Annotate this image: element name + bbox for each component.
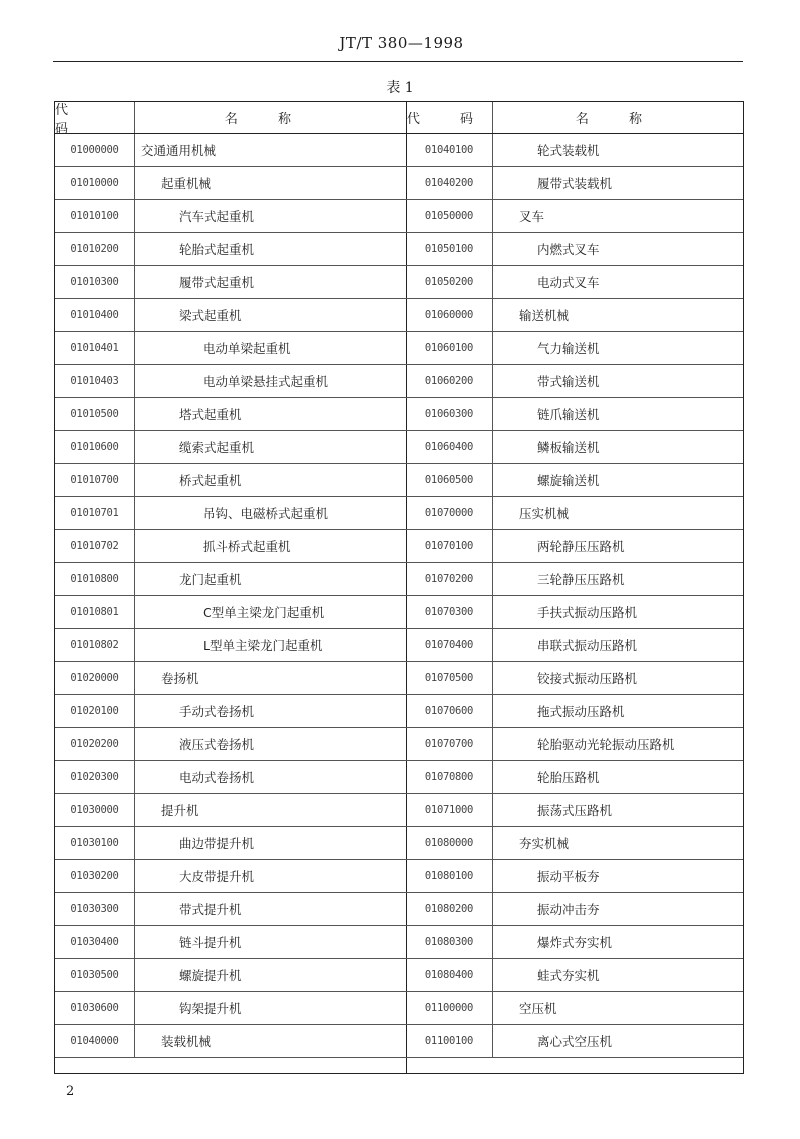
table-header-row [399,102,743,134]
code-cell: 01010600 [55,431,135,463]
name-cell: 轮胎式起重机 [179,242,255,257]
table-row [399,860,743,893]
code-cell: 01010401 [55,332,135,364]
table-row [399,728,743,761]
name-cell: 鳞板输送机 [537,440,600,455]
table-row [399,662,743,695]
code-cell: 01070100 [406,530,493,562]
name-cell: 链爪输送机 [537,407,600,422]
code-cell: 01060500 [406,464,493,496]
name-cell: 输送机械 [519,308,570,323]
code-cell: 01030500 [55,959,135,991]
name-cell: 钩架提升机 [179,1001,242,1016]
code-cell: 01070600 [406,695,493,727]
name-cell: 起重机械 [161,176,212,191]
table-row [55,1025,399,1058]
code-cell: 01010700 [55,464,135,496]
table-row [399,761,743,794]
table-right-half [399,102,743,1073]
table-row [55,794,399,827]
table-row [399,563,743,596]
code-cell: 01060400 [406,431,493,463]
name-cell: 塔式起重机 [179,407,242,422]
header-rule [53,61,743,62]
code-cell: 01030300 [55,893,135,925]
table-header-row [55,102,399,137]
code-cell: 01070300 [406,596,493,628]
code-cell: 01010802 [55,629,135,661]
table-row [399,827,743,860]
code-cell: 01010000 [55,167,135,199]
table-row [399,464,743,497]
name-cell: 三轮静压压路机 [537,572,625,587]
name-cell: 手动式卷扬机 [179,704,255,719]
code-cell: 01040200 [406,167,493,199]
code-cell: 01010500 [55,398,135,430]
table-row [55,134,399,167]
name-cell: 带式输送机 [537,374,600,389]
table-left-half [55,102,399,1073]
name-cell: 带式提升机 [179,902,242,917]
name-cell: 龙门起重机 [179,572,242,587]
code-cell: 01050100 [406,233,493,265]
code-cell: 01010801 [55,596,135,628]
code-cell: 01020300 [55,761,135,793]
code-cell: 01010300 [55,266,135,298]
table-row [55,200,399,233]
code-cell: 01080000 [406,827,493,859]
table-caption: 表 1 [386,80,414,96]
name-cell: 交通通用机械 [141,143,217,158]
name-cell: 大皮带提升机 [179,869,255,884]
table-row [55,662,399,695]
name-cell: 缆索式起重机 [179,440,255,455]
name-cell: 拖式振动压路机 [537,704,625,719]
table-row [55,233,399,266]
name-cell: 汽车式起重机 [179,209,255,224]
code-cell: 01070700 [406,728,493,760]
code-cell: 01030000 [55,794,135,826]
table-row [399,167,743,200]
code-cell: 01010701 [55,497,135,529]
table-row [55,167,399,200]
column-header-name: 名 称 [224,112,310,127]
table-row [55,992,399,1025]
name-cell: 铰接式振动压路机 [537,671,638,686]
code-cell: 01070500 [406,662,493,694]
table-row [55,563,399,596]
name-cell: 卷扬机 [161,671,199,686]
code-cell: 01100000 [406,992,493,1024]
name-cell: 串联式振动压路机 [537,638,638,653]
code-cell: 01010800 [55,563,135,595]
code-cell: 01020200 [55,728,135,760]
table-row [399,497,743,530]
standard-number-header: JT/T 380—1998 [339,34,464,52]
code-cell: 01010100 [55,200,135,232]
table-row [55,497,399,530]
table-row [55,530,399,563]
table-row [399,629,743,662]
code-cell: 01000000 [55,134,135,166]
table-row [399,266,743,299]
table-row [55,332,399,365]
table-row [55,596,399,629]
name-cell: C型单主梁龙门起重机 [203,605,325,620]
name-cell: 振动冲击夯 [537,902,600,917]
name-cell: 履带式装载机 [537,176,613,191]
code-cell: 01080200 [406,893,493,925]
table-row [55,893,399,926]
table-row [55,398,399,431]
code-cell: 01100100 [406,1025,493,1057]
name-cell: 电动单梁悬挂式起重机 [203,374,329,389]
name-cell: 曲边带提升机 [179,836,255,851]
code-cell: 01080100 [406,860,493,892]
name-cell: 蛙式夯实机 [537,968,600,983]
table-row [399,959,743,992]
name-cell: 液压式卷扬机 [179,737,255,752]
name-cell: 装载机械 [161,1034,212,1049]
table-row [55,365,399,398]
code-cell: 01040100 [406,134,493,166]
name-cell: 离心式空压机 [537,1034,613,1049]
name-cell: 提升机 [161,803,199,818]
code-cell: 01060000 [406,299,493,331]
code-cell: 01060100 [406,332,493,364]
table-row [399,596,743,629]
name-cell: 履带式起重机 [179,275,255,290]
table-row [399,992,743,1025]
table-row [55,860,399,893]
code-cell: 01030400 [55,926,135,958]
name-cell: 抓斗桥式起重机 [203,539,291,554]
column-header-code: 代 码 [55,102,135,133]
code-cell: 01030100 [55,827,135,859]
name-cell: 叉车 [519,209,545,224]
table-row [399,365,743,398]
table-row [399,233,743,266]
code-cell: 01050200 [406,266,493,298]
name-cell: 振荡式压路机 [537,803,613,818]
name-cell: 链斗提升机 [179,935,242,950]
table-row [55,926,399,959]
name-cell: 夯实机械 [519,836,570,851]
name-cell: 桥式起重机 [179,473,242,488]
name-cell: 轮胎驱动光轮振动压路机 [537,737,675,752]
name-cell: 内燃式叉车 [537,242,600,257]
page-number: 2 [66,1084,75,1099]
name-cell: 电动式卷扬机 [179,770,255,785]
table-row [55,299,399,332]
code-cell: 01030200 [55,860,135,892]
code-cell: 01040000 [55,1025,135,1057]
table-row [55,695,399,728]
name-cell: 电动单梁起重机 [203,341,291,356]
table-row [399,398,743,431]
name-cell: 吊钩、电磁桥式起重机 [203,506,329,521]
code-cell: 01020000 [55,662,135,694]
name-cell: 气力输送机 [537,341,600,356]
name-cell: 手扶式振动压路机 [537,605,638,620]
code-cell: 01020100 [55,695,135,727]
code-cell: 01070000 [406,497,493,529]
column-header-code: 代 码 [406,102,493,133]
table-row [55,761,399,794]
table-row [55,728,399,761]
table-row [399,1025,743,1058]
column-header-name: 名 称 [575,112,661,127]
table-row [399,530,743,563]
table-row [55,431,399,464]
name-cell: L型单主梁龙门起重机 [203,638,323,653]
code-cell: 01010200 [55,233,135,265]
table-row [399,134,743,167]
code-cell: 01070800 [406,761,493,793]
table-row [399,200,743,233]
code-cell: 01070400 [406,629,493,661]
code-cell: 01080400 [406,959,493,991]
name-cell: 振动平板夯 [537,869,600,884]
code-cell: 01080300 [406,926,493,958]
code-cell: 01071000 [406,794,493,826]
code-cell: 01060300 [406,398,493,430]
table-row [399,695,743,728]
classification-table [54,101,744,1074]
code-cell: 01060200 [406,365,493,397]
name-cell: 电动式叉车 [537,275,600,290]
code-cell: 01050000 [406,200,493,232]
table-row [55,959,399,992]
table-row [399,431,743,464]
table-row [55,629,399,662]
table-row [399,893,743,926]
name-cell: 压实机械 [519,506,570,521]
code-cell: 01070200 [406,563,493,595]
name-cell: 螺旋提升机 [179,968,242,983]
name-cell: 螺旋输送机 [537,473,600,488]
code-cell: 01010403 [55,365,135,397]
name-cell: 轮式装载机 [537,143,600,158]
table-row [399,299,743,332]
table-row [55,827,399,860]
name-cell: 爆炸式夯实机 [537,935,613,950]
code-cell: 01010400 [55,299,135,331]
table-row [399,926,743,959]
name-cell: 空压机 [519,1001,557,1016]
table-row [55,266,399,299]
table-row [399,794,743,827]
table-row [399,332,743,365]
table-row [55,464,399,497]
code-cell: 01010702 [55,530,135,562]
code-cell: 01030600 [55,992,135,1024]
name-cell: 轮胎压路机 [537,770,600,785]
name-cell: 梁式起重机 [179,308,242,323]
name-cell: 两轮静压压路机 [537,539,625,554]
